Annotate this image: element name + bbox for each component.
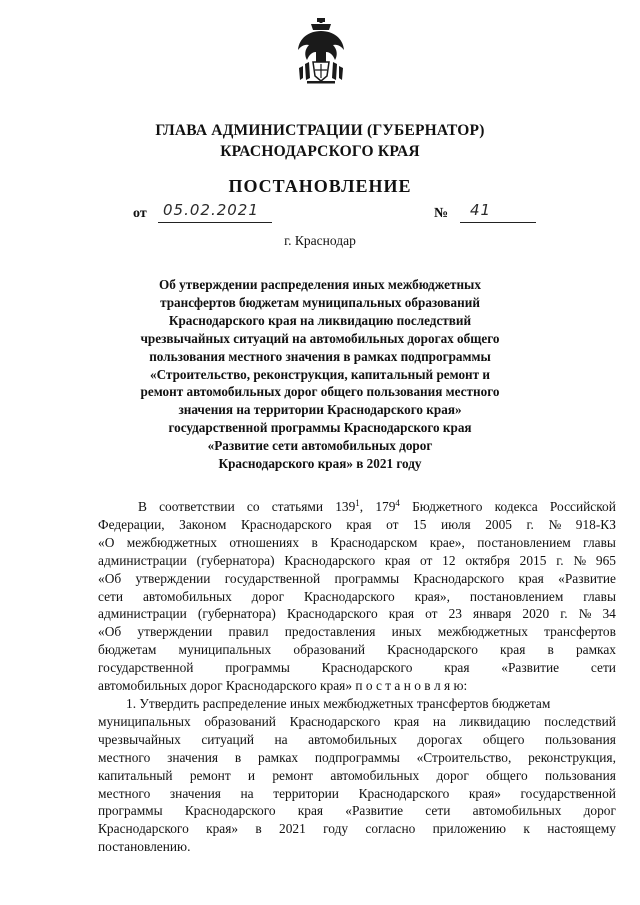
- word: Краснодарском: [330, 534, 418, 550]
- word: края»,: [414, 588, 450, 604]
- word: Краснодарского: [303, 588, 395, 604]
- word: крае»,: [429, 534, 465, 550]
- header-line-1: ГЛАВА АДМИНИСТРАЦИИ (ГУБЕРНАТОР): [155, 122, 485, 139]
- word: главы: [583, 534, 616, 550]
- document-body: [98, 498, 616, 856]
- word: июля: [440, 516, 471, 532]
- title-line: Об утверждении распределения иных межбюджетных: [159, 277, 481, 292]
- word: 918-КЗ: [575, 516, 616, 532]
- paragraph-2-line: [98, 767, 616, 785]
- title-line: ремонт автомобильных дорог общего пользования местного: [140, 384, 500, 400]
- word: трансфертов: [544, 624, 616, 640]
- word: местного: [98, 749, 151, 765]
- word: программы: [225, 660, 290, 676]
- word: дорогах: [417, 731, 463, 747]
- word: автомобильных: [330, 767, 420, 783]
- title-line: трансфертов бюджетам муниципальных образований: [160, 294, 480, 310]
- word: значения: [169, 785, 221, 801]
- word: общего: [482, 731, 525, 747]
- word: дорог: [251, 588, 285, 604]
- paragraph-1-line: [98, 605, 616, 623]
- word: автомобильных: [142, 588, 232, 604]
- number-value: 41: [470, 201, 492, 219]
- header-line-2: КРАСНОДАРСКОГО КРАЯ: [220, 143, 420, 160]
- word: 15: [413, 516, 427, 532]
- word: края»: [206, 821, 239, 837]
- paragraph-1-line: [98, 534, 616, 552]
- word: от: [420, 552, 433, 568]
- word: 965: [595, 552, 616, 568]
- word: В: [138, 499, 147, 514]
- word: государственной: [224, 570, 321, 586]
- word: от: [425, 606, 438, 622]
- word: края»: [468, 785, 501, 801]
- word: края: [518, 570, 544, 586]
- word: Российской: [549, 499, 616, 514]
- word: администрации: [98, 552, 187, 568]
- coat-of-arms-icon: [297, 18, 345, 84]
- word: и: [247, 767, 256, 783]
- word: сети: [590, 660, 616, 676]
- date-value: 05.02.2021: [163, 201, 259, 219]
- word: Краснодарского: [284, 552, 376, 568]
- word: ремонт: [272, 767, 314, 783]
- word: «О: [98, 534, 115, 550]
- title-line: Краснодарского края» в 2021 году: [218, 456, 422, 472]
- word: статьями: [271, 499, 324, 514]
- word: «Об: [98, 570, 122, 586]
- city-name: г. Краснодар: [284, 233, 356, 248]
- word: пользования: [544, 731, 616, 747]
- word: чрезвычайных: [98, 731, 181, 747]
- paragraph-1-line: [98, 641, 616, 659]
- word: «Развитие: [558, 570, 616, 586]
- paragraph-1-line: [98, 570, 616, 588]
- word: на: [274, 731, 288, 747]
- title-line: «Развитие сети автомобильных дорог: [207, 438, 433, 454]
- word: главы: [583, 588, 616, 604]
- word: 2021: [279, 821, 306, 837]
- word: Краснодарского: [98, 821, 189, 837]
- paragraph-2-line: [98, 820, 616, 838]
- word: Краснодарского: [387, 642, 478, 658]
- word: «Развитие: [345, 803, 404, 819]
- word: Краснодарского: [289, 713, 381, 729]
- word: постановлением: [469, 588, 564, 604]
- word: на: [240, 785, 254, 801]
- word: на: [432, 713, 446, 729]
- word: края: [388, 606, 415, 622]
- paragraph-2-line: [98, 749, 616, 767]
- title-line: Краснодарского края на ликвидацию последствий: [168, 312, 472, 328]
- word: №: [573, 552, 587, 568]
- paragraph-2-line: постановлению.: [98, 839, 191, 855]
- word: значения: [167, 749, 219, 765]
- word: ликвидацию: [459, 713, 531, 729]
- word: общего: [486, 767, 528, 783]
- word: автомобильных: [472, 803, 562, 819]
- word: края: [297, 803, 324, 819]
- word: отношениях: [229, 534, 300, 550]
- word: октября: [465, 552, 510, 568]
- word: администрации: [98, 606, 187, 622]
- number-label: №: [434, 206, 449, 221]
- word: согласно: [365, 821, 416, 837]
- word: (губернатора): [196, 552, 275, 568]
- word: ремонт: [189, 767, 231, 783]
- paragraph-1-line: [98, 516, 616, 534]
- word: дорог: [436, 767, 469, 783]
- word: территории: [273, 785, 339, 801]
- word: году: [323, 821, 349, 837]
- word: иных: [391, 624, 422, 640]
- word: образований: [293, 642, 366, 658]
- word: в: [547, 642, 554, 658]
- word: дорог: [583, 803, 616, 819]
- document-title: [130, 276, 510, 473]
- date-label: от: [133, 206, 147, 221]
- word: подпрограммы: [314, 749, 400, 765]
- word: края: [500, 642, 526, 658]
- word: «Развитие: [501, 660, 560, 676]
- word: межбюджетных: [126, 534, 217, 550]
- word: ситуаций: [201, 731, 255, 747]
- word: Краснодарского: [321, 660, 413, 676]
- word: 2015: [519, 552, 547, 568]
- word: капитальный: [98, 767, 173, 783]
- paragraph-2-line: [98, 713, 616, 731]
- word: Краснодарского: [184, 803, 276, 819]
- word: государственной: [520, 785, 616, 801]
- word: г.: [526, 516, 534, 532]
- word: края: [444, 660, 470, 676]
- article-refs: $139^1$,: [335, 498, 364, 514]
- word: от: [386, 516, 399, 532]
- word: бюджетам: [98, 642, 157, 658]
- word: «Об: [98, 624, 122, 640]
- word: 23: [448, 606, 462, 622]
- word: межбюджетных: [437, 624, 528, 640]
- paragraph-2-line: [98, 731, 616, 749]
- word: соответствии: [159, 499, 235, 514]
- word: рамках: [575, 642, 616, 658]
- title-line: государственной программы Краснодарского края: [168, 420, 472, 436]
- word: утверждении: [137, 624, 213, 640]
- word: №: [578, 606, 592, 622]
- word: программы: [98, 803, 163, 819]
- word: предоставления: [284, 624, 376, 640]
- word: автомобильных: [308, 731, 397, 747]
- word: в: [311, 534, 318, 550]
- word: образований: [204, 713, 276, 729]
- word: Краснодарского: [240, 516, 332, 532]
- word: муниципальных: [178, 642, 272, 658]
- paragraph-2-line: [98, 785, 616, 803]
- paragraph-2-line: [98, 802, 616, 820]
- word: приложению: [432, 821, 507, 837]
- word: рамках: [258, 749, 299, 765]
- paragraph-1-line: [98, 552, 616, 570]
- word: г.: [556, 552, 564, 568]
- paragraph-1-line: автомобильных дорог Краснодарского края» п о с т а н о в л я ю:: [98, 678, 468, 694]
- word: к: [523, 821, 530, 837]
- word: г.: [560, 606, 568, 622]
- word: муниципальных: [98, 713, 191, 729]
- word: Законом: [179, 516, 227, 532]
- word: края: [384, 552, 411, 568]
- word: Краснодарского: [413, 570, 505, 586]
- word: 34: [602, 606, 616, 622]
- word: 2005: [485, 516, 512, 532]
- word: утверждении: [135, 570, 211, 586]
- title-line: чрезвычайных ситуаций на автомобильных дорогах общего: [140, 330, 500, 346]
- title-line: значения на территории Краснодарского края»: [178, 402, 462, 418]
- word: №: [548, 516, 562, 532]
- word: Краснодарского: [286, 606, 378, 622]
- word: сети: [98, 588, 124, 604]
- word: программы: [334, 570, 400, 586]
- word: правил: [228, 624, 269, 640]
- paragraph-1-line: [98, 588, 616, 606]
- title-line: «Строительство, реконструкция, капитальный ремонт и: [149, 366, 491, 382]
- word: сети: [425, 803, 451, 819]
- word: Бюджетного: [412, 499, 483, 514]
- word: в: [255, 821, 262, 837]
- article-ref: $179^4$: [375, 498, 400, 514]
- word: пользования: [544, 767, 616, 783]
- word: реконструкция,: [528, 749, 616, 765]
- document-type: ПОСТАНОВЛЕНИЕ: [228, 176, 412, 196]
- date-underline: [158, 222, 272, 223]
- word: Федерации,: [98, 516, 165, 532]
- paragraph-1-line: [98, 623, 616, 641]
- word: последствий: [544, 713, 616, 729]
- word: местного: [98, 785, 151, 801]
- word: «Строительство,: [416, 749, 512, 765]
- word: 12: [442, 552, 456, 568]
- word: 2020: [522, 606, 550, 622]
- number-underline: [460, 222, 536, 223]
- word: в: [234, 749, 242, 765]
- word: постановлением: [477, 534, 571, 550]
- word: кодекса: [494, 499, 538, 514]
- word: края: [393, 713, 420, 729]
- word: января: [473, 606, 512, 622]
- word: государственной: [98, 660, 194, 676]
- paragraph-1-line: [98, 659, 616, 677]
- word: Краснодарского: [358, 785, 450, 801]
- paragraph-1-line-1: [98, 498, 616, 516]
- title-line: пользования местного значения в рамках подпрограммы: [149, 348, 491, 364]
- word: края: [346, 516, 372, 532]
- word: со: [246, 499, 260, 514]
- word: настоящему: [547, 821, 616, 837]
- paragraph-2-line: 1. Утвердить распределение иных межбюджетных трансфертов бюджетам: [126, 695, 551, 711]
- word: (губернатора): [197, 606, 276, 622]
